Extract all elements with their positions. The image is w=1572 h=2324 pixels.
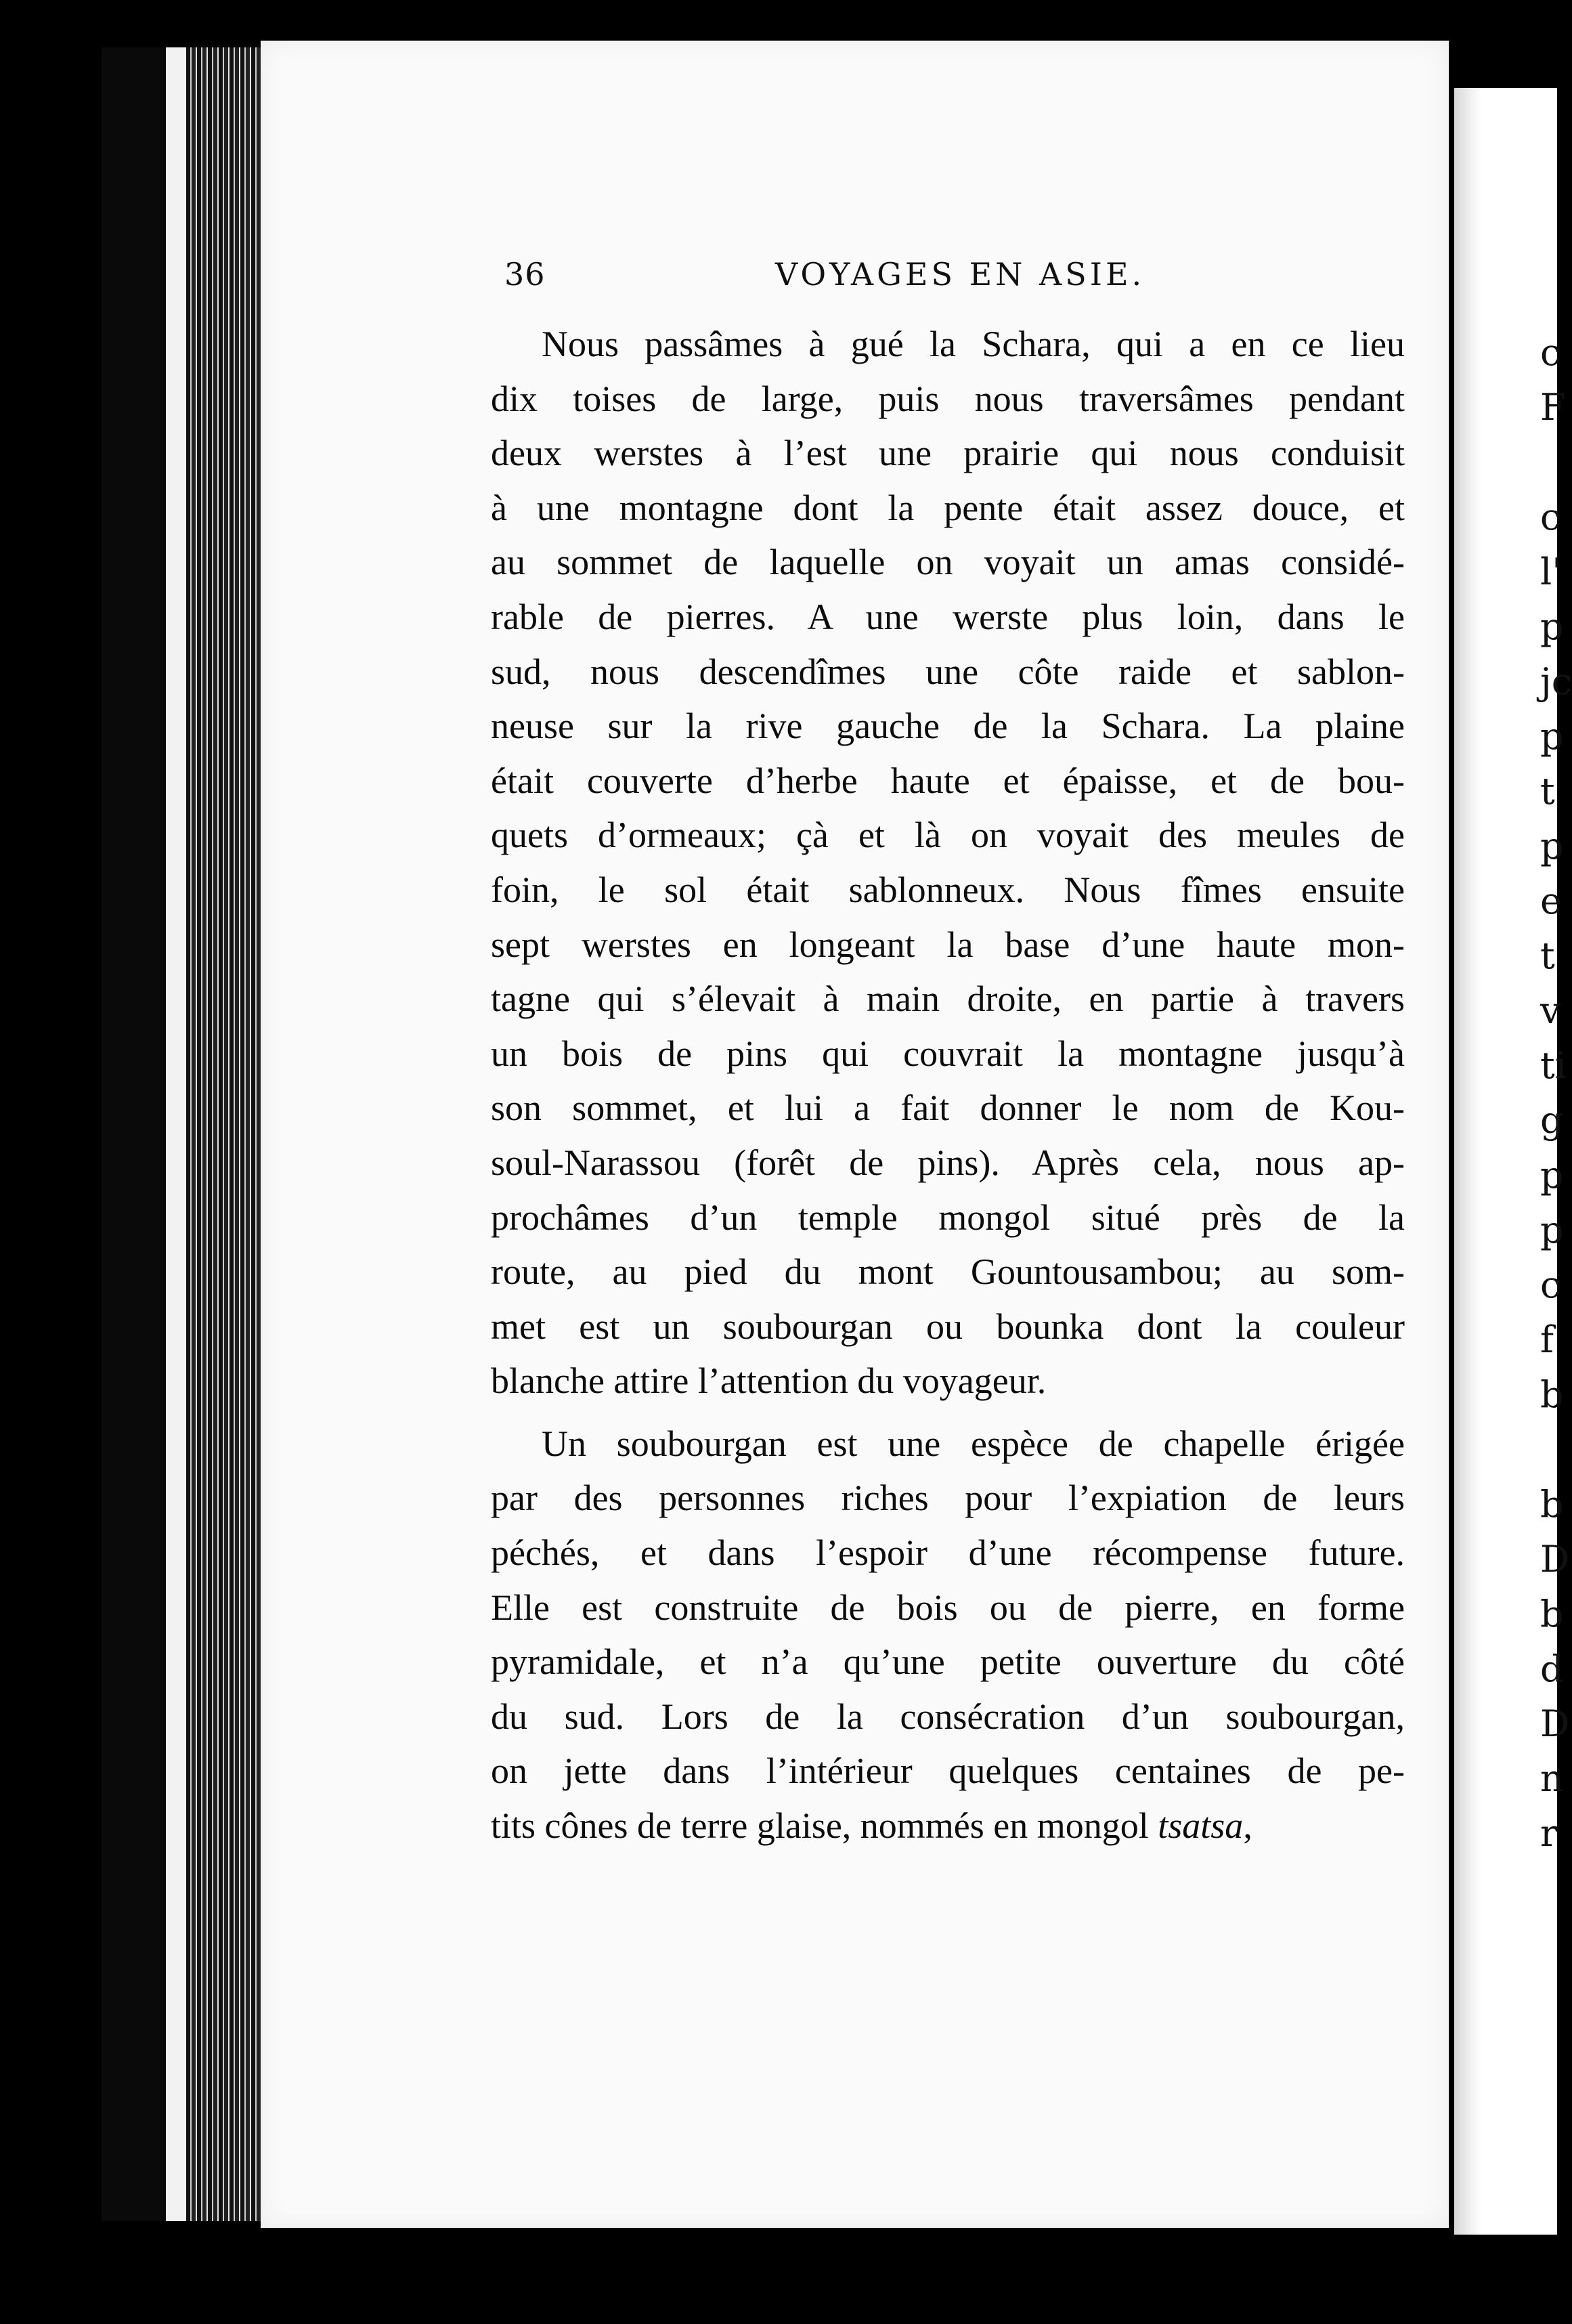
text-line: à une montagne dont la pente était assez douce, et xyxy=(491,487,1405,528)
page-edge-gap xyxy=(166,47,186,2221)
book-block-edge xyxy=(102,47,166,2221)
page-leaves-edge xyxy=(186,47,261,2221)
page-header xyxy=(504,256,1175,303)
text-line: péchés, et dans l’espoir d’une récompense future. xyxy=(491,1532,1405,1574)
text-line: blanche attire l’attention du voyageur. xyxy=(491,1360,1047,1402)
text-line: rable de pierres. A une werste plus loin, dans le xyxy=(491,596,1405,637)
text-line: du sud. Lors de la consécration d’un soubourgan, xyxy=(491,1696,1405,1737)
text-line: quets d’ormeaux; çà et là on voyait des meules de xyxy=(491,815,1405,856)
page-number: 36 xyxy=(504,256,546,293)
text-line: neuse sur la rive gauche de la Schara. La plaine xyxy=(491,706,1405,747)
text-line: sept werstes en longeant la base d’une haute mon- xyxy=(491,924,1405,965)
text-line: prochâmes d’un temple mongol situé près de la xyxy=(491,1197,1405,1238)
text-line: pyramidale, et n’a qu’une petite ouverture du côté xyxy=(491,1641,1405,1683)
text-line: Un soubourgan est une espèce de chapelle érigée xyxy=(542,1423,1405,1464)
text-line: dix toises de large, puis nous traversâmes pendant xyxy=(491,378,1405,419)
text-line: son sommet, et lui a fait donner le nom de Kou- xyxy=(491,1088,1405,1129)
text-line: était couverte d’herbe haute et épaisse, et de bou- xyxy=(491,760,1405,801)
body-text xyxy=(491,317,1405,1853)
paragraph xyxy=(491,317,1405,1408)
italic-term: tsatsa xyxy=(1158,1805,1244,1847)
text-line: Elle est construite de bois ou de pierre, en forme xyxy=(491,1587,1405,1628)
text-line: au sommet de laquelle on voyait un amas considé- xyxy=(491,542,1405,583)
facing-page-text-fragments: c F c l' p jc p t p e t v ti g p p c f b b D b d D n r xyxy=(1540,331,1572,1855)
text-line: tits cônes de terre glaise, nommés en mongol tsatsa, xyxy=(491,1805,1252,1847)
text-line: par des personnes riches pour l’expiation de leurs xyxy=(491,1478,1405,1519)
running-title: VOYAGES EN ASIE. xyxy=(775,256,1145,293)
punctuation: , xyxy=(1243,1805,1252,1847)
text-line: met est un soubourgan ou bounka dont la couleur xyxy=(491,1306,1405,1347)
text-line: Nous passâmes à gué la Schara, qui a en ce lieu xyxy=(542,324,1405,364)
text-line: route, au pied du mont Gountousambou; au som- xyxy=(491,1251,1405,1293)
paragraph xyxy=(491,1417,1405,1853)
text-line: deux werstes à l’est une prairie qui nous conduisit xyxy=(491,433,1405,474)
text-line: tagne qui s’élevait à main droite, en partie à travers xyxy=(491,978,1405,1020)
text-line: on jette dans l’intérieur quelques centaines de pe- xyxy=(491,1750,1405,1792)
text-line: soul-Narassou (forêt de pins). Après cela, nous ap- xyxy=(491,1142,1405,1183)
text-line: foin, le sol était sablonneux. Nous fîmes ensuite xyxy=(491,869,1405,910)
text-line: un bois de pins qui couvrait la montagne jusqu’à xyxy=(491,1033,1405,1074)
text-line: sud, nous descendîmes une côte raide et sablon- xyxy=(491,651,1405,692)
